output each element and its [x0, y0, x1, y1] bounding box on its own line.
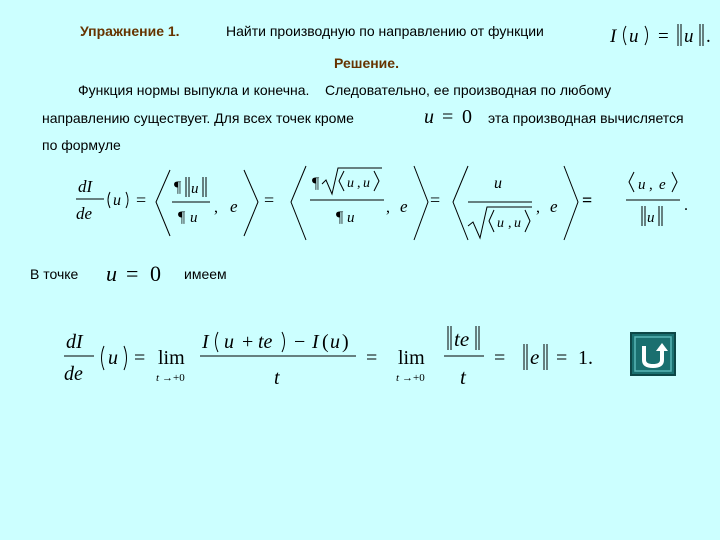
- exercise-task: Найти производную по направлению от функции: [226, 23, 544, 39]
- svg-text:I: I: [610, 26, 617, 47]
- svg-text:u: u: [629, 26, 639, 47]
- svg-text:u: u: [347, 176, 354, 191]
- svg-text:u: u: [638, 177, 646, 193]
- svg-text:1.: 1.: [578, 347, 593, 369]
- svg-text:(: (: [322, 331, 329, 353]
- svg-text:t: t: [156, 372, 160, 384]
- derivative-general-formula: [70, 162, 710, 253]
- svg-text:dI: dI: [66, 331, 83, 353]
- exercise-title: Упражнение 1.: [80, 23, 180, 39]
- svg-text:,: ,: [214, 199, 218, 216]
- svg-text:u: u: [190, 210, 198, 226]
- svg-text:I: I: [202, 331, 209, 353]
- svg-text:,: ,: [386, 199, 390, 216]
- svg-text:=: =: [264, 190, 275, 210]
- svg-text:0: 0: [150, 261, 161, 286]
- point-condition-formula: [104, 258, 174, 295]
- svg-text:e: e: [530, 345, 540, 369]
- svg-text:−: −: [294, 331, 306, 353]
- svg-text:,: ,: [357, 176, 361, 191]
- solution-heading: Решение.: [334, 55, 399, 71]
- svg-text:u: u: [106, 261, 117, 286]
- svg-text:e: e: [230, 197, 238, 216]
- solution-line-1: Функция нормы выпукла и конечна. Следовательно, ее производная по любому: [78, 82, 612, 98]
- svg-text:=: =: [366, 347, 378, 369]
- point-suffix: имеем: [184, 266, 227, 282]
- svg-text:de: de: [76, 204, 93, 223]
- return-button[interactable]: [630, 332, 676, 376]
- svg-text:¶: ¶: [336, 209, 344, 226]
- svg-text:te: te: [454, 327, 470, 351]
- svg-text:lim: lim: [158, 347, 185, 369]
- svg-text:u: u: [647, 210, 655, 226]
- svg-text:): ): [342, 331, 349, 353]
- solution-line-2a: направлению существует. Для всех точек кроме: [42, 110, 354, 126]
- svg-text:u: u: [514, 216, 521, 231]
- svg-text:e: e: [550, 197, 558, 216]
- point-prefix: В точке: [30, 266, 79, 282]
- svg-text:=: =: [556, 347, 568, 369]
- svg-text:=: =: [430, 190, 441, 210]
- svg-text:u: u: [424, 106, 434, 128]
- svg-text:,: ,: [508, 216, 512, 231]
- svg-text:¶: ¶: [312, 175, 320, 192]
- svg-text:de: de: [64, 363, 83, 385]
- task-formula: [608, 18, 718, 55]
- svg-text:,: ,: [536, 199, 540, 216]
- svg-text:u: u: [494, 175, 502, 192]
- solution-line-3: по формуле: [42, 137, 121, 153]
- svg-text:u: u: [108, 347, 118, 369]
- svg-text:t: t: [274, 367, 280, 389]
- svg-text:=: =: [136, 190, 147, 210]
- solution-line-2b: эта производная вычисляется: [488, 110, 684, 126]
- svg-text:u: u: [224, 331, 234, 353]
- svg-text:=: =: [494, 347, 506, 369]
- svg-text:=: =: [582, 190, 593, 210]
- svg-text:e: e: [659, 177, 666, 193]
- svg-text:.: .: [706, 26, 711, 47]
- svg-text:t: t: [396, 372, 400, 384]
- svg-text:,: ,: [649, 177, 653, 193]
- svg-text:→+0: →+0: [402, 372, 425, 384]
- svg-text:te: te: [258, 331, 273, 353]
- svg-text:+: +: [242, 331, 254, 353]
- svg-text:I: I: [312, 331, 319, 353]
- condition-formula: [422, 101, 484, 136]
- svg-text:u: u: [684, 26, 694, 47]
- u-turn-arrow-icon: [632, 334, 674, 374]
- svg-text:¶: ¶: [174, 179, 182, 196]
- svg-text:u: u: [497, 216, 504, 231]
- svg-text:=: =: [442, 106, 454, 128]
- svg-text:dI: dI: [78, 177, 93, 196]
- svg-text:.: .: [684, 197, 688, 214]
- svg-text:¶: ¶: [178, 209, 186, 226]
- svg-text:t: t: [460, 365, 466, 389]
- svg-text:0: 0: [462, 106, 472, 128]
- svg-text:e: e: [400, 197, 408, 216]
- svg-text:u: u: [363, 176, 370, 191]
- svg-text:u: u: [113, 192, 121, 209]
- svg-text:u: u: [347, 210, 355, 226]
- svg-text:=: =: [134, 347, 146, 369]
- svg-text:→+0: →+0: [162, 372, 185, 384]
- svg-text:=: =: [126, 261, 139, 286]
- svg-text:u: u: [191, 181, 199, 197]
- derivative-at-zero-formula: [60, 318, 620, 403]
- svg-text:u: u: [330, 331, 340, 353]
- svg-text:=: =: [658, 26, 669, 47]
- svg-text:lim: lim: [398, 347, 425, 369]
